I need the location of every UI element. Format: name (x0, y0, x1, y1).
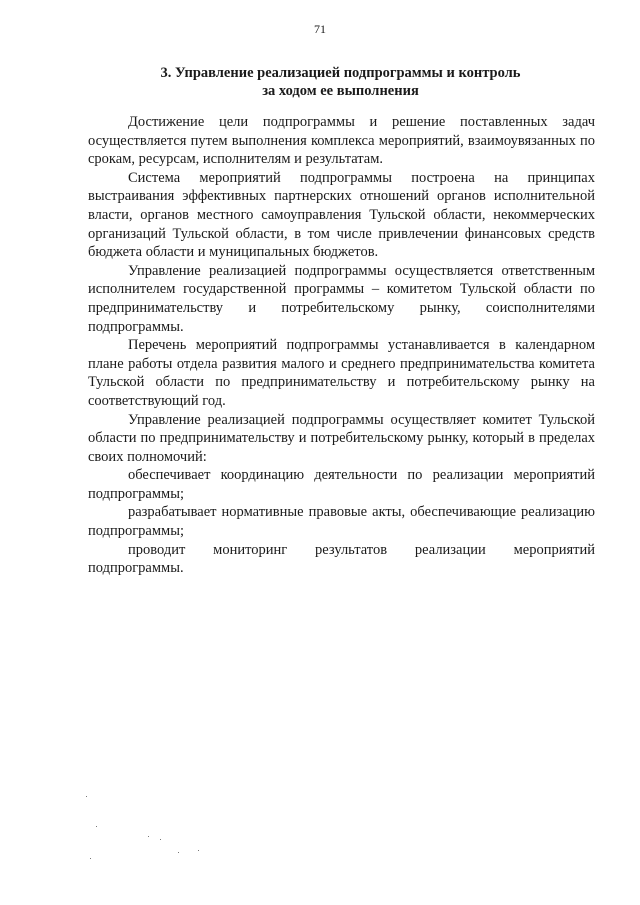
scan-speck (178, 852, 179, 853)
paragraph-coordination: обеспечивает координацию деятельности по реализации мероприятий подпрограммы; (88, 467, 595, 502)
body-text (88, 113, 595, 578)
paragraph-goal: Достижение цели подпрограммы и решение поставленных задач осуществляется путем выполнения комплекса мероприятий, взаимоувязанных по срокам, ресурсам, исполнителям и результатам. (88, 114, 595, 168)
scan-speck (148, 836, 149, 837)
scan-speck (160, 839, 161, 840)
scan-speck (198, 850, 199, 851)
section-heading-line-2: за ходом ее выполнения (262, 83, 419, 99)
section-heading (88, 64, 593, 100)
paragraph-system: Система мероприятий подпрограммы построена на принципах выстраивания эффективных партнерских отношений органов исполнительной власти, органов местного самоуправления Тульской области, некоммерческих организаций Тульской области, в том числе привлечении финансовых средств бюджета области и муниципальных бюджетов. (88, 169, 595, 261)
paragraph-list: Перечень мероприятий подпрограммы устанавливается в календарном плане работы отдела развития малого и среднего предпринимательства комитета Тульской области по предпринимательству и потребительскому рынку на соответствующий год. (88, 337, 595, 409)
paragraph-committee: Управление реализацией подпрограммы осуществляет комитет Тульской области по предпринимательству и потребительскому рынку, который в пределах своих полномочий: (88, 411, 595, 465)
scan-speck (96, 826, 97, 827)
scan-speck (90, 858, 91, 859)
page-number: 71 (314, 22, 326, 36)
scan-speck (86, 796, 87, 797)
section-heading-line-1: 3. Управление реализацией подпрограммы и контроль (160, 65, 521, 81)
paragraph-management: Управление реализацией подпрограммы осуществляется ответственным исполнителем государственной программы – комитетом Тульской области по предпринимательству и потребительскому рынку, соисполнителями подпрограммы. (88, 262, 595, 335)
paragraph-regulations: разрабатывает нормативные правовые акты, обеспечивающие реализацию подпрограммы; (88, 504, 595, 540)
paragraph-monitoring: проводит мониторинг результатов реализации мероприятий подпрограммы. (88, 541, 595, 577)
